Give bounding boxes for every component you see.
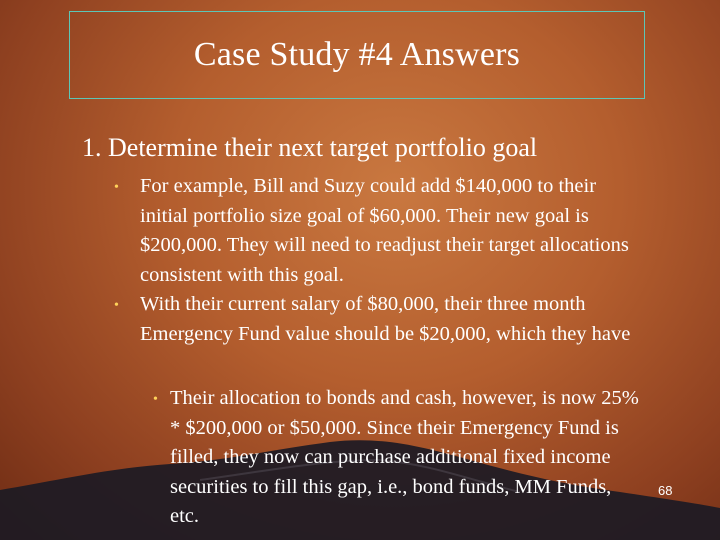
bullet-icon: • bbox=[114, 298, 119, 313]
page-number: 68 bbox=[658, 483, 673, 498]
bullet-item: With their current salary of $80,000, their three month Emergency Fund value should be $20,000, which they have bbox=[140, 293, 631, 345]
title-box bbox=[69, 11, 645, 99]
bullet-item: For example, Bill and Suzy could add $140,000 to their initial portfolio size goal of $60,000. Their new goal is $200,000. They will need to readjust their target allocations consistent with this goal. bbox=[140, 175, 629, 286]
sub-bullet-icon: • bbox=[153, 392, 158, 407]
bullet-icon: • bbox=[114, 180, 119, 195]
slide-title: Case Study #4 Answers bbox=[193, 36, 521, 73]
slide-heading: 1. Determine their next target portfolio goal bbox=[82, 133, 538, 162]
sub-bullet-item: Their allocation to bonds and cash, however, is now 25% * $200,000 or $50,000. Since their Emergency Fund is filled, they now can purchase additional fixed income securities to fill this gap, i.e., bond funds, MM Funds, etc. bbox=[170, 387, 639, 527]
